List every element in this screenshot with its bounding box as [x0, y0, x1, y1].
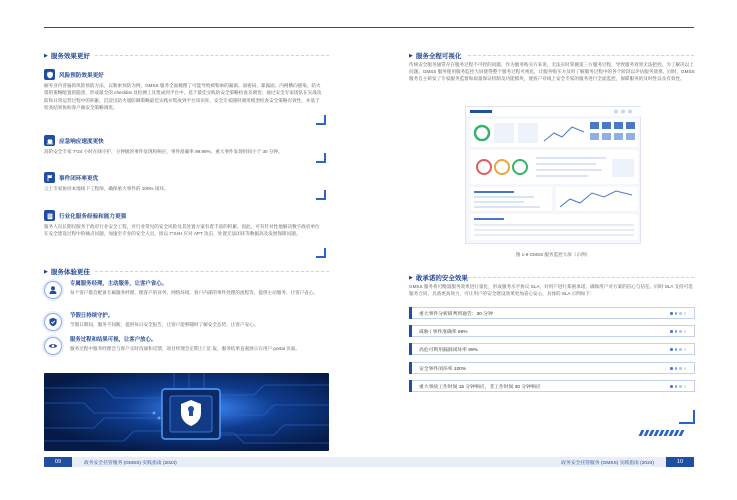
building-icon	[44, 210, 55, 221]
card-title	[44, 172, 324, 183]
page-number: 10	[666, 457, 694, 467]
sla-item	[409, 325, 695, 337]
dots-decoration	[670, 330, 686, 333]
shield-icon	[44, 69, 55, 80]
circuit-board-image	[44, 373, 329, 451]
sla-text: 威胁 / 事件准确率 99%	[419, 329, 468, 335]
corner-decoration	[316, 190, 326, 200]
stripe-decoration	[640, 430, 683, 436]
sla-bar	[409, 362, 412, 374]
sla-bar	[409, 307, 412, 319]
card-body: 高阶安全专家 7*24 小时在线守护，分钟级的事件发现和响应，事件准确率 99.99%，重大事件发现时间小于 30 分钟。	[44, 149, 283, 154]
figure-caption: 图 1-9 GMSS 服务监控大屏（示例）	[515, 252, 591, 257]
footer-bar	[368, 457, 694, 467]
section-title: 敢承诺的安全效果	[415, 275, 468, 282]
sla-text: 高危可利用漏洞闭环率 99%	[419, 347, 478, 353]
section-title: 服务体验更佳	[50, 269, 90, 276]
dots-decoration	[670, 348, 686, 351]
sla-text: 重大事件分析研判到通告：30 分钟	[419, 311, 493, 317]
sla-bar	[409, 325, 412, 337]
triangle-icon: ▶	[44, 268, 48, 275]
sla-bar	[409, 343, 412, 355]
monitoring-dashboard-figure	[465, 106, 641, 244]
experience-item	[44, 279, 334, 299]
footer-bar	[44, 457, 368, 467]
section-heading	[44, 51, 90, 60]
card-body: 摒弃业内普遍的风险预防方法，以勒索预防为例，GMSS 服务全面梳理了可能导致被勒索的漏洞、弱密码、暴露面、内网横向感染、防火墙的策略配置的隐患，形成最全的 checklist 及检测工具集成到平台中，基于最佳实践的安全策略检查及调优；通过安全专家团队在实战攻防和日常运营过程中的积累，沉淀出防火墙防御策略最佳实践并集成到平台知识库，安全专家随时调用模型检查安全策略有效性，并基于检查结果协助客户做安全策略调优。	[44, 83, 322, 111]
alarm-icon	[44, 135, 55, 146]
circuit-illustration	[44, 373, 329, 451]
divider	[468, 55, 694, 56]
triangle-icon: ▶	[44, 52, 48, 59]
divider	[95, 271, 329, 272]
card-title	[44, 135, 324, 146]
sla-item	[409, 343, 695, 355]
eye-icon	[44, 337, 62, 355]
section-heading	[44, 267, 90, 276]
section-title: 服务全程可视化	[415, 53, 462, 60]
flag-icon	[44, 172, 55, 183]
dots-decoration	[670, 367, 686, 370]
card-body: 服务人员长期仅服务于政府行业安全工程，对行业常见的安全风险及其处置方案有着丰富的积累。因此，可有针对性地解决数字政府单位在安全建设过程中的痛点问题，加速至专业的安全人员，推以 7*24H 应对 APT 攻击，处置无法闭环等数据高及发展保障问题。	[44, 224, 320, 237]
triangle-icon: ▶	[409, 52, 413, 59]
experience-body: 节假日期间，服务不间断，提供每日安全报告，让客户能够随时了解安全态势，让客户安心。	[70, 322, 259, 327]
corner-decoration	[316, 153, 326, 163]
card-title	[44, 210, 324, 221]
page-number: 09	[44, 457, 72, 467]
user-icon	[44, 281, 62, 299]
top-rule	[368, 27, 694, 28]
section-body: 传统安全服务通常存在服务过程不可控的问题，作为服务购买方来说，无法实时掌握第三方服务过程，导致服务效果无法把控。为了解决以上问题，GMSS 服务使用服务监控大屏使得整个服务过程可视化，让服务购买方及时了解服务过程中的各个阶段以评估服务效果。同时，GMSS 服务自主研发了专家服务监督和质量保证机制及功能模块，使客户对线上安全专家的服务进行全面监控，保障服务的及时性以及有效性。	[409, 62, 695, 82]
card-risk-prevention	[44, 69, 324, 123]
sla-text: 安全事件闭环率 100%	[419, 366, 467, 372]
card-closure-rate	[44, 172, 324, 198]
corner-decoration	[316, 115, 326, 125]
shield-check-icon	[44, 313, 62, 331]
sla-bar	[409, 380, 412, 392]
footer-text: 政务安全托管服务 (GMSS) 实践指南 (2024)	[561, 460, 654, 466]
footer-text: 政务安全托管服务 (GMSS) 实践指南 (2024)	[84, 460, 177, 466]
left-page	[0, 0, 368, 500]
divider	[468, 277, 694, 278]
sla-item	[409, 307, 695, 319]
section-heading	[409, 51, 461, 60]
card-title-text: 应急响应速度更快	[59, 138, 104, 145]
experience-title: 节假日持续守护。	[70, 313, 114, 319]
divider	[95, 55, 329, 56]
corner-decoration	[679, 410, 695, 424]
card-body: 云上专家协同本地线下工程师，确保重大事件的 100% 闭环。	[44, 186, 169, 191]
corner-decoration	[316, 248, 326, 258]
triangle-icon: ▶	[409, 274, 413, 281]
card-title-text: 行业化服务经验和能力更强	[59, 213, 127, 220]
experience-body: 服务过程中服务经理会与客户实时沟通和反馈，项目经理会定期上门汇报，服务结果直观展示在用户 portal 页面。	[70, 346, 300, 351]
card-title-text: 事件闭环率更优	[59, 175, 99, 182]
sla-text: 重大事故工作时间 15 分钟响应，非工作时间 30 分钟响应	[419, 384, 541, 390]
section-heading	[409, 273, 468, 282]
section-body: GMSS 服务将可衡量服务效果进行量化，形成服务水平协议 SLA，对用户进行郑重承诺，确保用户对方案的信心与信任。同时 SLA 支持可选服务合同，具备更高效力，可让用户的安全建设效果更加省心安心。具体的 SLA 示例如下：	[409, 284, 693, 297]
card-response-speed	[44, 135, 324, 161]
experience-body: 每个客户都会配备专属服务经理，理客户的业务、网络环境、客户内部的事件处理的流程等，提供主动服务，让客户省心。	[70, 290, 319, 295]
card-industry-experience	[44, 210, 324, 256]
dots-decoration	[670, 312, 686, 315]
section-title: 服务效果更好	[50, 53, 90, 60]
experience-item	[44, 335, 334, 355]
sla-item	[409, 362, 695, 374]
sla-item	[409, 380, 695, 392]
card-title	[44, 69, 324, 80]
dashboard-illustration	[466, 107, 642, 245]
top-rule	[44, 27, 368, 28]
experience-title: 服务过程和结果可视，让客户放心。	[70, 337, 157, 343]
right-page	[368, 0, 737, 500]
experience-item	[44, 311, 334, 331]
experience-title: 专属服务经理，主动服务，让客户省心。	[70, 281, 168, 287]
card-title-text: 风险预防效果更好	[59, 72, 104, 79]
dots-decoration	[670, 385, 686, 388]
